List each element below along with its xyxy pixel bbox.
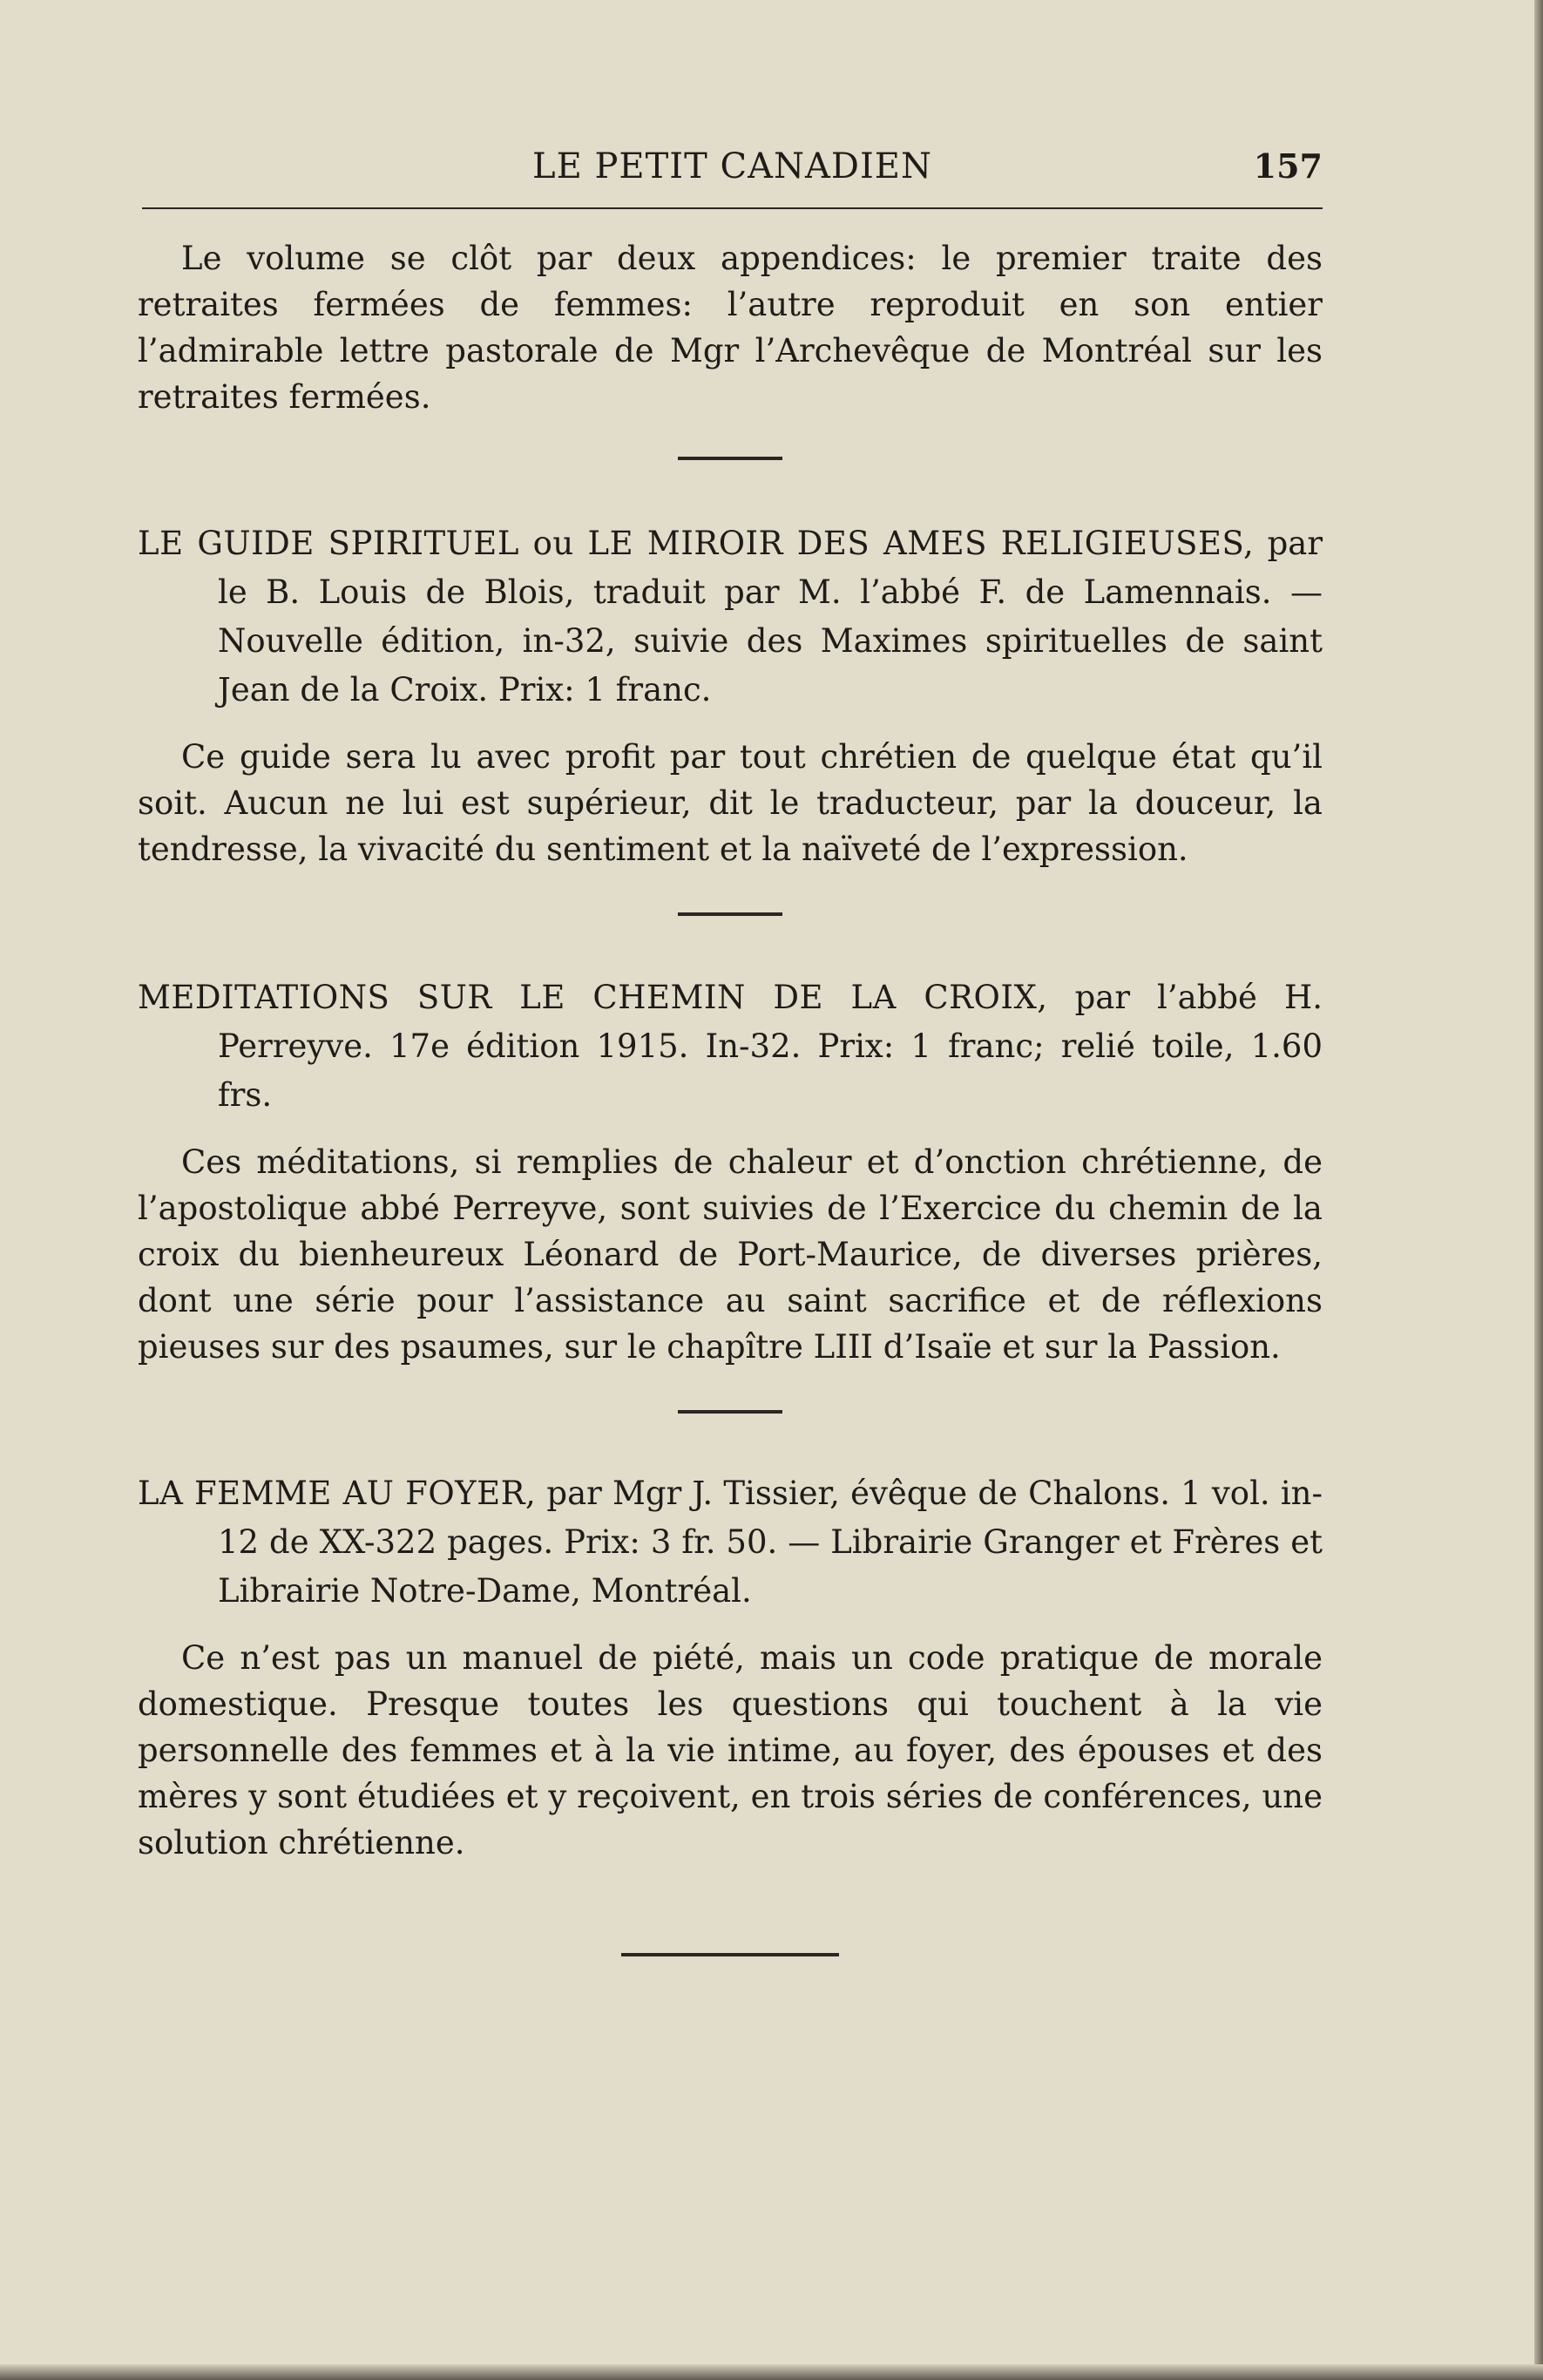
entry-heading <box>138 1469 1323 1616</box>
entry-details: par Mgr J. Tissier, évêque de Chalons. 1 vol. in-12 de XX-322 pages. Prix: 3 fr. 50. — Librairie Granger et Frères et Librairie Notre-Dame, Montréal. <box>218 1475 1323 1610</box>
header-rule <box>142 207 1323 209</box>
entry-description: Ce n’est pas un manuel de piété, mais un code pratique de morale domestique. Presque toutes les questions qui touchent à la vie personnelle des femmes et à la vie intime, au foyer, des épouses et des mères y sont étudiées et y reçoivent, en trois séries de conférences, une solution chrétienne. <box>138 1639 1323 1861</box>
page-number: 157 <box>1253 146 1323 186</box>
section-separator <box>678 912 782 916</box>
entry-heading <box>138 519 1323 715</box>
section-separator <box>678 1410 782 1414</box>
page-content <box>138 235 1323 1956</box>
scan-edge-right <box>1534 0 1543 2380</box>
entry-heading <box>138 973 1323 1120</box>
intro-paragraph: Le volume se clôt par deux appendices: le premier traite des retraites fermées de femmes: l’autre reproduit en son entier l’admirable lettre pastorale de Mgr l’Archevêque de Montréal sur les retraites fermées. <box>138 240 1323 416</box>
entry-details: par l’abbé H. Perreyve. 17e édition 1915. In-32. Prix: 1 franc; relié toile, 1.60 frs. <box>218 979 1323 1114</box>
running-title: LE PETIT CANADIEN <box>532 146 932 186</box>
book-entry <box>138 519 1323 872</box>
running-header <box>142 146 1323 188</box>
book-entry <box>138 1469 1323 1866</box>
scan-edge-bottom <box>0 2364 1543 2380</box>
entry-title: LA FEMME AU FOYER, <box>138 1475 537 1512</box>
entry-title: LE GUIDE SPIRITUEL ou LE MIROIR DES AMES RELIGIEUSES, <box>138 525 1255 562</box>
section-separator <box>678 457 782 460</box>
entry-description: Ce guide sera lu avec profit par tout chrétien de quelque état qu’il soit. Aucun ne lui est supérieur, dit le traducteur, par la douceur, la tendresse, la vivacité du sentiment et la naïveté de l’expression. <box>138 738 1323 868</box>
book-entry <box>138 973 1323 1370</box>
entry-details: par le B. Louis de Blois, traduit par M. l’abbé F. de Lamennais. — Nouvelle édition, in-32, suivie des Maximes spirituelles de saint Jean de la Croix. Prix: 1 franc. <box>218 525 1323 709</box>
entry-description: Ces méditations, si remplies de chaleur et d’onction chrétienne, de l’apostolique abbé Perreyve, sont suivies de l’Exercice du chemin de la croix du bienheureux Léonard de Port-Maurice, de diverses prières, dont une série pour l’assistance au saint sacrifice et de réflexions pieuses sur des psaumes, sur le chapître LIII d’Isaïe et sur la Passion. <box>138 1143 1323 1366</box>
closing-rule <box>621 1953 839 1956</box>
entry-title: MEDITATIONS SUR LE CHEMIN DE LA CROIX, <box>138 979 1048 1016</box>
